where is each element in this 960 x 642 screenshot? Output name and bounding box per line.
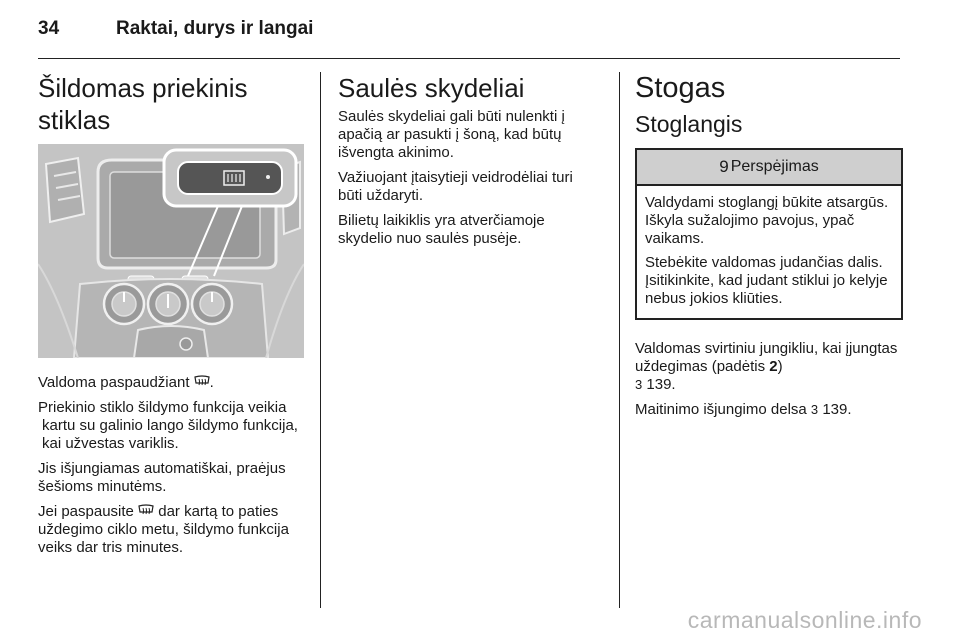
windscreen-heating-icon [194, 375, 210, 388]
column-roof [635, 72, 903, 426]
column-divider-1 [320, 72, 321, 608]
text-sunroof-operation: Valdomas svirtiniu jungikliu, kai įjungtas uždegimas (padėtis [635, 340, 898, 375]
section-heading-sun-visors: Saulės skydeliai [338, 73, 525, 103]
header-divider [38, 58, 900, 59]
paragraph-function: Priekinio stiklo šildymo funkcija veikia kartu su galinio lango šildymo funkcija, kai užvestas variklis. [38, 399, 298, 452]
paragraph-operation [38, 374, 304, 392]
column-sun-visors [338, 72, 600, 255]
warning-title: Perspėjimas [730, 158, 819, 175]
dashboard-illustration-svg [38, 144, 304, 358]
page-reference-arrow-icon: 3 [810, 402, 819, 417]
section-heading-roof: Stogas [635, 72, 726, 104]
warning-triangle-icon: 9 [719, 157, 729, 176]
column-divider-2 [619, 72, 620, 608]
ignition-position: 2 [769, 358, 778, 375]
section-heading-heated-windscreen: Šildomas priekinis stiklas [38, 73, 248, 135]
text-paren-close: ) [777, 358, 783, 375]
page-number: 34 [38, 18, 60, 39]
paragraph-visor-mirror: Važiuojant įtaisytieji veidrodėliai turi būti uždaryti. [338, 169, 573, 204]
paragraph-ticket-holder: Bilietų laikiklis yra atverčiamoje skydelio nuo saulės pusėje. [338, 212, 545, 247]
page-reference-arrow-icon: 3 [635, 377, 643, 392]
page-header [38, 18, 313, 48]
paragraph-auto-off: Jis išjungiamas automatiškai, praėjus šešioms minutėms. [38, 460, 286, 495]
paragraph-sunroof-operation [635, 340, 903, 394]
warning-box [635, 148, 903, 320]
text-repeat-start: Jei paspausite [38, 503, 139, 520]
page-reference-2[interactable]: 139. [822, 401, 852, 418]
text-period: . [209, 374, 214, 391]
paragraph-repeat-press [38, 503, 304, 557]
dashboard-illustration [38, 144, 304, 358]
column-heated-windscreen [38, 72, 304, 564]
paragraph-visor-fold: Saulės skydeliai gali būti nulenkti į apačią ar pasukti į šoną, kad būtų išvengta akinimo. [338, 108, 565, 161]
warning-paragraph-1: Valdydami stoglangį būkite atsargūs. Iškyla sužalojimo pavojus, ypač vaikams. [645, 194, 889, 247]
text-power-delay: Maitinimo išjungimo delsa [635, 401, 811, 418]
text-repeat-end: dar kartą to paties uždegimo ciklo metu, šildymo funkcija veiks dar tris minutes. [38, 503, 289, 556]
subheading-sunroof: Stoglangis [635, 111, 743, 137]
warning-body [637, 186, 901, 318]
text-operation: Valdoma paspaudžiant [38, 374, 194, 391]
chapter-title: Raktai, durys ir langai [116, 18, 314, 39]
watermark: carmanualsonline.info [687, 607, 922, 633]
page-reference-1[interactable]: 139. [646, 376, 676, 393]
warning-paragraph-2: Stebėkite valdomas judančias dalis. Įsitikinkite, kad judant stiklui jo kelyje nebus jokios kliūties. [645, 254, 888, 307]
paragraph-power-delay [635, 401, 903, 419]
warning-header [637, 150, 901, 186]
windscreen-heating-icon [138, 504, 154, 517]
